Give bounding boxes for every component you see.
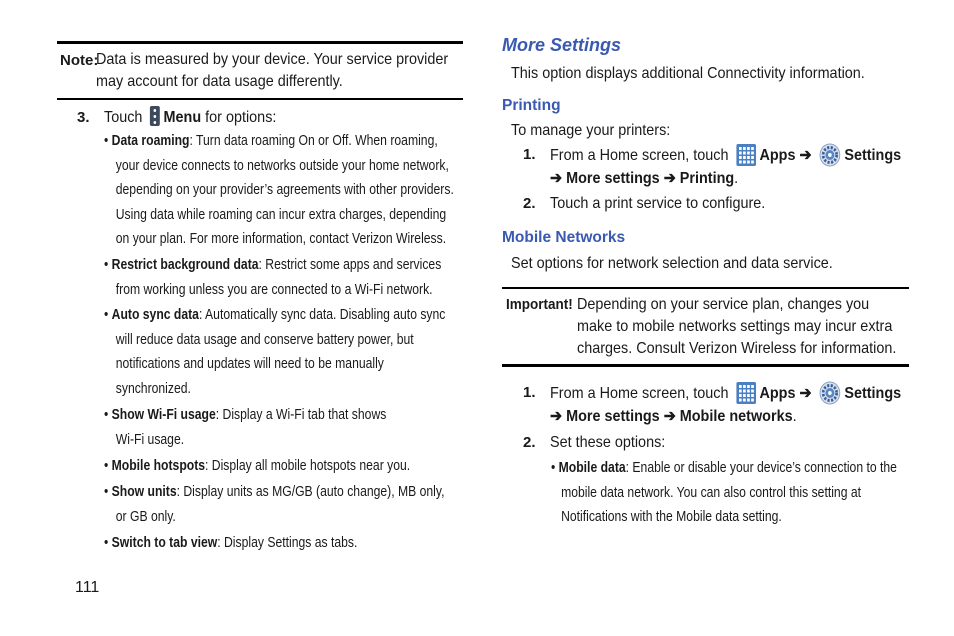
bullet-dot: • <box>104 484 112 500</box>
printing-step-1-pre: From a Home screen, touch <box>550 147 729 164</box>
step-3-text <box>104 106 276 130</box>
arrow: ➔ <box>550 170 563 187</box>
option-description: : Display all mobile hotspots near you. <box>205 458 411 474</box>
period: . <box>792 408 797 425</box>
option-title: Switch to tab view <box>111 535 218 551</box>
important-bottom-rule <box>502 364 909 367</box>
option-title: Show units <box>111 484 177 500</box>
mn-step-2-number: 2. <box>523 434 536 451</box>
apps-label: Apps <box>759 147 796 164</box>
option-description-line: Using data while roaming can incur extra charges, depending <box>115 206 447 223</box>
option-description-line: from working unless you are connected to a Wi-Fi network. <box>115 281 433 298</box>
note-top-rule <box>57 41 463 44</box>
note-label: Note: <box>60 52 99 69</box>
note-line-2: may account for data usage differently. <box>96 73 343 90</box>
bullet-dot: • <box>104 307 112 323</box>
printing-step-2-number: 2. <box>523 195 536 212</box>
mn-step-1-line-2 <box>550 405 797 429</box>
apps-grid-icon <box>736 144 756 166</box>
option-first-line <box>104 403 386 428</box>
mobile-networks-heading: Mobile Networks <box>502 229 626 246</box>
option-description-line: on your plan. For more information, contact Verizon Wireless. <box>115 231 447 247</box>
page-number: 111 <box>75 579 100 596</box>
important-line-2: make to mobile networks settings may incur extra <box>577 318 893 335</box>
option-description: : Automatically sync data. Disabling auto sync <box>198 307 446 323</box>
mobile-data-bullet <box>551 456 954 530</box>
option-bullet <box>104 403 440 452</box>
note-bottom-rule <box>57 98 463 100</box>
mn-step-2-text: Set these options: <box>550 434 666 451</box>
option-description: : Restrict some apps and services <box>258 257 442 273</box>
mn-step-1-pre: From a Home screen, touch <box>550 385 729 402</box>
option-description: : Display Settings as tabs. <box>217 535 358 551</box>
option-first-line <box>104 253 441 278</box>
option-title: Data roaming <box>111 133 190 149</box>
period: . <box>734 170 739 187</box>
important-line-3: charges. Consult Verizon Wireless for information. <box>577 340 897 357</box>
option-description: : Display a Wi-Fi tab that shows <box>215 407 387 423</box>
option-description-line: notifications and updates will need to be manually <box>115 356 384 372</box>
printing-step-1-line-1 <box>550 143 901 168</box>
option-bullet <box>104 454 469 479</box>
option-first-line <box>104 303 445 328</box>
option-first-line <box>104 531 357 556</box>
step-3-number: 3. <box>77 109 90 126</box>
option-description-line: Wi-Fi usage. <box>115 431 185 448</box>
bullet-dot: • <box>104 257 112 273</box>
option-bullet <box>104 531 406 556</box>
option-description-line: or GB only. <box>115 508 176 525</box>
bullet-dot: • <box>104 458 112 474</box>
option-bullet <box>104 303 510 401</box>
printing-step-1-line-2 <box>550 167 738 191</box>
arrow: ➔ <box>663 170 676 187</box>
bullet-dot: • <box>104 133 112 149</box>
menu-label: Menu <box>163 109 202 126</box>
note-line-1: Data is measured by your device. Your service provider <box>96 51 449 68</box>
option-first-line <box>104 480 444 505</box>
option-description-line: synchronized. <box>115 380 191 397</box>
bullet-dot: • <box>551 460 559 476</box>
bullet-dot: • <box>104 407 112 423</box>
option-bullet <box>104 253 506 302</box>
arrow: ➔ <box>799 147 812 164</box>
option-description: : Turn data roaming On or Off. When roaming, <box>189 133 438 149</box>
mn-step-1-line-1 <box>550 381 901 406</box>
mobile-data-line-3: Notifications with the Mobile data setting. <box>561 509 782 525</box>
step-3-pre: Touch <box>104 109 143 126</box>
option-first-line <box>104 129 454 154</box>
option-description-line: depending on your provider’s agreements with other providers. <box>115 182 454 198</box>
printing-label: Printing <box>679 170 735 187</box>
printing-step-2-text: Touch a print service to configure. <box>550 195 766 212</box>
mn-step-1-number: 1. <box>523 384 536 401</box>
option-bullet <box>104 480 509 529</box>
option-first-line <box>104 454 410 479</box>
bullet-dot: • <box>104 535 112 551</box>
arrow: ➔ <box>550 408 563 425</box>
arrow: ➔ <box>799 385 812 402</box>
option-title: Auto sync data <box>111 307 199 323</box>
settings-label: Settings <box>844 147 902 164</box>
option-description: : Display units as MG/GB (auto change), MB only, <box>176 484 445 500</box>
mobile-data-line-2: mobile data network. You can also control this setting at <box>561 484 862 501</box>
step-3-post: for options: <box>205 109 277 126</box>
option-description-line: will reduce data usage and conserve battery power, but <box>115 331 414 348</box>
menu-icon <box>150 106 160 126</box>
arrow: ➔ <box>663 408 676 425</box>
printing-intro: To manage your printers: <box>511 122 671 139</box>
option-bullet <box>104 129 520 252</box>
mobile-networks-label: Mobile networks <box>679 408 793 425</box>
mobile-data-line-1: : Enable or disable your device’s connection to the <box>625 460 897 476</box>
more-settings-heading: More Settings <box>502 35 622 55</box>
settings-label: Settings <box>844 385 902 402</box>
option-title: Show Wi-Fi usage <box>111 407 216 423</box>
mobile-data-title: Mobile data <box>558 460 626 476</box>
apps-grid-icon <box>736 382 756 404</box>
more-settings-description: This option displays additional Connectivity information. <box>511 65 865 82</box>
more-settings-label: More settings <box>566 408 660 425</box>
apps-label: Apps <box>759 385 796 402</box>
option-title: Mobile hotspots <box>111 458 206 474</box>
settings-gear-icon <box>819 381 841 405</box>
settings-gear-icon <box>819 143 841 167</box>
more-settings-label: More settings <box>566 170 660 187</box>
note-block <box>60 49 98 73</box>
important-label: Important! <box>506 296 573 313</box>
option-title: Restrict background data <box>111 257 259 273</box>
option-description-line: your device connects to networks outside your home network, <box>115 157 449 174</box>
important-top-rule <box>502 287 909 289</box>
mobile-networks-description: Set options for network selection and data service. <box>511 255 833 272</box>
printing-heading: Printing <box>502 97 561 114</box>
important-line-1: Depending on your service plan, changes you <box>577 296 870 313</box>
printing-step-1-number: 1. <box>523 146 536 163</box>
